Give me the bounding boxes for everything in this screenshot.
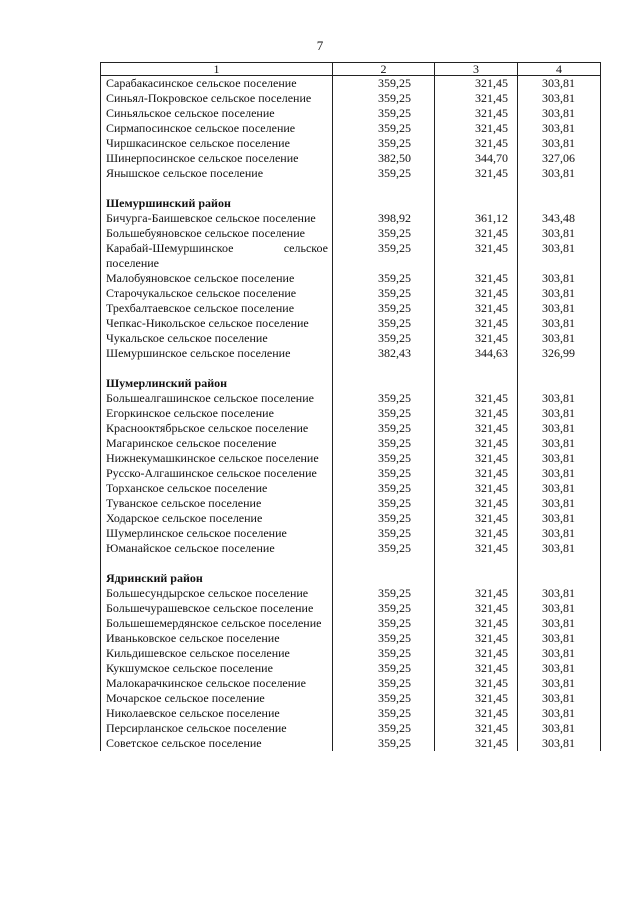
- settlement-name: Николаевское сельское поселение: [101, 706, 333, 721]
- value-col-2: 359,25: [333, 706, 435, 721]
- settlement-name: Советское сельское поселение: [101, 736, 333, 751]
- table-row: [101, 646, 601, 661]
- settlement-name: Чепкас-Никольское сельское поселение: [101, 316, 333, 331]
- value-col-3: 321,45: [435, 316, 518, 331]
- value-col-3: 321,45: [435, 646, 518, 661]
- empty-cell: [435, 376, 518, 391]
- value-col-2: 359,25: [333, 631, 435, 646]
- settlement-name: Магаринское сельское поселение: [101, 436, 333, 451]
- spacer-row: [101, 556, 601, 571]
- value-col-2: 359,25: [333, 226, 435, 241]
- empty-cell: [435, 571, 518, 586]
- value-col-2: 359,25: [333, 271, 435, 286]
- value-col-2: 359,25: [333, 331, 435, 346]
- table-row: [101, 421, 601, 436]
- table-row: [101, 661, 601, 676]
- value-col-2: 359,25: [333, 481, 435, 496]
- value-col-3: 321,45: [435, 331, 518, 346]
- value-col-2: 359,25: [333, 736, 435, 751]
- settlement-name: Шумерлинское сельское поселение: [101, 526, 333, 541]
- empty-cell: [333, 556, 435, 571]
- value-col-4: 303,81: [518, 226, 601, 241]
- value-col-2: 359,25: [333, 136, 435, 151]
- value-col-2: 359,25: [333, 286, 435, 301]
- empty-cell: [435, 556, 518, 571]
- settlement-name: Торханское сельское поселение: [101, 481, 333, 496]
- table-row: [101, 391, 601, 406]
- value-col-2: 359,25: [333, 451, 435, 466]
- table-row: [101, 166, 601, 181]
- value-col-4: 303,81: [518, 676, 601, 691]
- table-row: [101, 331, 601, 346]
- settlement-name: Синьял-Покровское сельское поселение: [101, 91, 333, 106]
- value-col-3: 321,45: [435, 286, 518, 301]
- table-row: [101, 226, 601, 241]
- value-col-3: 321,45: [435, 136, 518, 151]
- value-col-2: 359,25: [333, 721, 435, 736]
- value-col-3: 321,45: [435, 121, 518, 136]
- value-col-3: 321,45: [435, 241, 518, 271]
- value-col-2: 359,25: [333, 496, 435, 511]
- table-row: [101, 526, 601, 541]
- value-col-3: 321,45: [435, 436, 518, 451]
- value-col-3: 321,45: [435, 466, 518, 481]
- table-row: [101, 616, 601, 631]
- settlement-name: Ходарское сельское поселение: [101, 511, 333, 526]
- settlement-name: Иваньковское сельское поселение: [101, 631, 333, 646]
- settlement-name: Егоркинское сельское поселение: [101, 406, 333, 421]
- value-col-2: 359,25: [333, 76, 435, 92]
- settlement-name: Нижнекумашкинское сельское поселение: [101, 451, 333, 466]
- empty-cell: [333, 361, 435, 376]
- spacer-row: [101, 361, 601, 376]
- table-row: [101, 511, 601, 526]
- value-col-3: 321,45: [435, 586, 518, 601]
- table-row: [101, 346, 601, 361]
- district-heading: Ядринский район: [101, 571, 333, 586]
- value-col-4: 303,81: [518, 76, 601, 92]
- value-col-4: 303,81: [518, 121, 601, 136]
- value-col-2: 359,25: [333, 91, 435, 106]
- value-col-4: 343,48: [518, 211, 601, 226]
- value-col-4: 303,81: [518, 466, 601, 481]
- settlement-name: Большесундырское сельское поселение: [101, 586, 333, 601]
- value-col-4: 303,81: [518, 136, 601, 151]
- table-row: [101, 136, 601, 151]
- settlement-name: Трехбалтаевское сельское поселение: [101, 301, 333, 316]
- table-row: [101, 286, 601, 301]
- value-col-2: 382,50: [333, 151, 435, 166]
- empty-cell: [435, 181, 518, 196]
- value-col-3: 321,45: [435, 601, 518, 616]
- value-col-2: 359,25: [333, 166, 435, 181]
- value-col-2: 359,25: [333, 121, 435, 136]
- table-row: [101, 676, 601, 691]
- table-row: [101, 406, 601, 421]
- empty-cell: [518, 571, 601, 586]
- settlement-name: Сарабакасинское сельское поселение: [101, 76, 333, 92]
- settlement-name: Кильдишевское сельское поселение: [101, 646, 333, 661]
- table-row: [101, 76, 601, 92]
- value-col-3: 321,45: [435, 736, 518, 751]
- value-col-3: 321,45: [435, 406, 518, 421]
- settlement-name: Краснооктябрьское сельское поселение: [101, 421, 333, 436]
- value-col-4: 303,81: [518, 541, 601, 556]
- value-col-4: 303,81: [518, 391, 601, 406]
- value-col-3: 321,45: [435, 526, 518, 541]
- table-row: [101, 301, 601, 316]
- value-col-4: 303,81: [518, 271, 601, 286]
- empty-cell: [333, 181, 435, 196]
- value-col-4: 303,81: [518, 721, 601, 736]
- settlement-name: Мочарское сельское поселение: [101, 691, 333, 706]
- empty-cell: [333, 571, 435, 586]
- settlement-name: Шинерпосинское сельское поселение: [101, 151, 333, 166]
- value-col-2: 359,25: [333, 586, 435, 601]
- value-col-2: 359,25: [333, 406, 435, 421]
- district-heading-row: [101, 571, 601, 586]
- settlement-name: Шемуршинское сельское поселение: [101, 346, 333, 361]
- value-col-3: 321,45: [435, 616, 518, 631]
- settlement-name: Туванское сельское поселение: [101, 496, 333, 511]
- value-col-3: 361,12: [435, 211, 518, 226]
- table-row: [101, 151, 601, 166]
- district-heading: Шемуршинский район: [101, 196, 333, 211]
- value-col-4: 303,81: [518, 646, 601, 661]
- value-col-3: 344,70: [435, 151, 518, 166]
- value-col-3: 321,45: [435, 721, 518, 736]
- value-col-3: 321,45: [435, 541, 518, 556]
- empty-cell: [518, 376, 601, 391]
- table-row: [101, 121, 601, 136]
- table-row: [101, 106, 601, 121]
- value-col-2: 359,25: [333, 391, 435, 406]
- empty-cell: [333, 196, 435, 211]
- table-row: [101, 631, 601, 646]
- value-col-3: 321,45: [435, 631, 518, 646]
- settlement-name: Янышское сельское поселение: [101, 166, 333, 181]
- value-col-4: 326,99: [518, 346, 601, 361]
- value-col-4: 303,81: [518, 316, 601, 331]
- column-header-4: 4: [518, 63, 601, 76]
- value-col-3: 321,45: [435, 451, 518, 466]
- district-heading-row: [101, 376, 601, 391]
- settlement-name: Старочукальское сельское поселение: [101, 286, 333, 301]
- value-col-3: 321,45: [435, 391, 518, 406]
- value-col-2: 359,25: [333, 421, 435, 436]
- settlement-name: Бичурга-Баишевское сельское поселение: [101, 211, 333, 226]
- value-col-4: 303,81: [518, 631, 601, 646]
- header-row: [101, 63, 601, 76]
- table-row: [101, 436, 601, 451]
- table-row: [101, 691, 601, 706]
- value-col-4: 303,81: [518, 451, 601, 466]
- value-col-2: 359,25: [333, 301, 435, 316]
- table-row: [101, 496, 601, 511]
- settlement-name: Большеалгашинское сельское поселение: [101, 391, 333, 406]
- value-col-4: 303,81: [518, 601, 601, 616]
- settlement-name: Большебуяновское сельское поселение: [101, 226, 333, 241]
- value-col-3: 321,45: [435, 676, 518, 691]
- value-col-4: 303,81: [518, 301, 601, 316]
- value-col-2: 359,25: [333, 646, 435, 661]
- value-col-4: 303,81: [518, 331, 601, 346]
- value-col-4: 303,81: [518, 286, 601, 301]
- settlement-name: Карабай-Шемуршинское сельское поселение: [101, 241, 333, 271]
- empty-cell: [101, 556, 333, 571]
- settlement-name: Малокарачкинское сельское поселение: [101, 676, 333, 691]
- value-col-4: 303,81: [518, 106, 601, 121]
- value-col-2: 359,25: [333, 241, 435, 271]
- spacer-row: [101, 181, 601, 196]
- settlement-name: Малобуяновское сельское поселение: [101, 271, 333, 286]
- table-row: [101, 271, 601, 286]
- empty-cell: [101, 361, 333, 376]
- value-col-2: 359,25: [333, 691, 435, 706]
- value-col-2: 359,25: [333, 676, 435, 691]
- value-col-4: 303,81: [518, 406, 601, 421]
- value-col-2: 359,25: [333, 616, 435, 631]
- settlement-name: Юманайское сельское поселение: [101, 541, 333, 556]
- settlement-name: Синьяльское сельское поселение: [101, 106, 333, 121]
- table-row: [101, 541, 601, 556]
- value-col-3: 321,45: [435, 421, 518, 436]
- table-row: [101, 466, 601, 481]
- value-col-4: 303,81: [518, 706, 601, 721]
- value-col-2: 359,25: [333, 601, 435, 616]
- value-col-4: 303,81: [518, 496, 601, 511]
- value-col-3: 321,45: [435, 91, 518, 106]
- empty-cell: [435, 196, 518, 211]
- column-header-2: 2: [333, 63, 435, 76]
- settlement-name: Большешемердянское сельское поселение: [101, 616, 333, 631]
- empty-cell: [518, 556, 601, 571]
- value-col-4: 303,81: [518, 241, 601, 271]
- value-col-3: 321,45: [435, 226, 518, 241]
- value-col-2: 382,43: [333, 346, 435, 361]
- value-col-4: 303,81: [518, 691, 601, 706]
- value-col-3: 321,45: [435, 301, 518, 316]
- value-col-2: 359,25: [333, 106, 435, 121]
- value-col-2: 359,25: [333, 511, 435, 526]
- value-col-2: 359,25: [333, 526, 435, 541]
- table-row: [101, 706, 601, 721]
- district-heading: Шумерлинский район: [101, 376, 333, 391]
- table-row: [101, 316, 601, 331]
- value-col-3: 321,45: [435, 106, 518, 121]
- value-col-4: 303,81: [518, 481, 601, 496]
- empty-cell: [435, 361, 518, 376]
- district-heading-row: [101, 196, 601, 211]
- settlement-name: Большечурашевское сельское поселение: [101, 601, 333, 616]
- value-col-3: 321,45: [435, 661, 518, 676]
- value-col-4: 327,06: [518, 151, 601, 166]
- value-col-4: 303,81: [518, 586, 601, 601]
- value-col-3: 344,63: [435, 346, 518, 361]
- table-row: [101, 736, 601, 751]
- value-col-4: 303,81: [518, 616, 601, 631]
- table-body: [101, 76, 601, 752]
- value-col-3: 321,45: [435, 691, 518, 706]
- empty-cell: [101, 181, 333, 196]
- table-row: [101, 241, 601, 271]
- empty-cell: [518, 361, 601, 376]
- value-col-3: 321,45: [435, 511, 518, 526]
- value-col-4: 303,81: [518, 661, 601, 676]
- column-header-1: 1: [101, 63, 333, 76]
- settlement-name: Персирланское сельское поселение: [101, 721, 333, 736]
- table-row: [101, 601, 601, 616]
- value-col-3: 321,45: [435, 706, 518, 721]
- value-col-3: 321,45: [435, 481, 518, 496]
- value-col-2: 359,25: [333, 466, 435, 481]
- table-row: [101, 586, 601, 601]
- value-col-4: 303,81: [518, 166, 601, 181]
- value-col-4: 303,81: [518, 526, 601, 541]
- empty-cell: [518, 181, 601, 196]
- value-col-3: 321,45: [435, 166, 518, 181]
- settlement-name: Чиршкасинское сельское поселение: [101, 136, 333, 151]
- empty-cell: [518, 196, 601, 211]
- table-row: [101, 481, 601, 496]
- table-row: [101, 91, 601, 106]
- settlement-name: Сирмапосинское сельское поселение: [101, 121, 333, 136]
- value-col-3: 321,45: [435, 271, 518, 286]
- column-header-3: 3: [435, 63, 518, 76]
- page-number: 7: [316, 38, 324, 53]
- value-col-2: 359,25: [333, 436, 435, 451]
- value-col-4: 303,81: [518, 436, 601, 451]
- value-col-2: 359,25: [333, 316, 435, 331]
- table-row: [101, 451, 601, 466]
- settlement-name: Русско-Алгашинское сельское поселение: [101, 466, 333, 481]
- value-col-4: 303,81: [518, 91, 601, 106]
- settlement-name: Кукшумское сельское поселение: [101, 661, 333, 676]
- value-col-2: 359,25: [333, 661, 435, 676]
- value-col-4: 303,81: [518, 511, 601, 526]
- value-col-3: 321,45: [435, 496, 518, 511]
- empty-cell: [333, 376, 435, 391]
- value-col-4: 303,81: [518, 421, 601, 436]
- table-row: [101, 721, 601, 736]
- value-col-3: 321,45: [435, 76, 518, 92]
- value-col-4: 303,81: [518, 736, 601, 751]
- value-col-2: 359,25: [333, 541, 435, 556]
- settlement-name: Чукальское сельское поселение: [101, 331, 333, 346]
- value-col-2: 398,92: [333, 211, 435, 226]
- table-row: [101, 211, 601, 226]
- tariff-table: [100, 62, 601, 751]
